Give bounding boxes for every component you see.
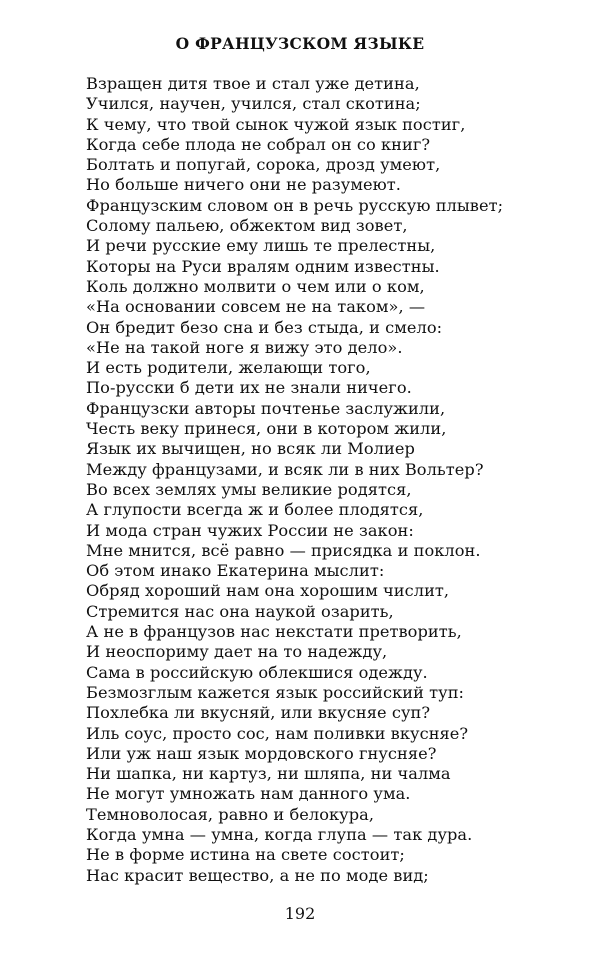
poem-line: Учился, научен, учился, стал скотина; [86, 94, 421, 114]
poem-line: По-русски б дети их не знали ничего. [86, 378, 412, 398]
poem-title: О ФРАНЦУЗСКОМ ЯЗЫКЕ [175, 34, 425, 53]
poem-line: Французски авторы почтенье заслужили, [86, 398, 446, 418]
poem-line: Но больше ничего они не разумеют. [86, 175, 401, 195]
poem-line: А глупости всегда ж и более плодятся, [86, 500, 424, 520]
poem-line: Французским словом он в речь русскую плывет; [86, 195, 504, 215]
poem-line: И речи русские ему лишь те прелестны, [86, 236, 436, 256]
poem-line: Об этом инако Екатерина мыслит: [86, 561, 385, 581]
poem-line: Болтать и попугай, сорока, дрозд умеют, [86, 155, 441, 175]
poem-line: Между французами, и всяк ли в них Вольтер? [86, 459, 484, 479]
poem-line: Взращен дитя твое и стал уже детина, [86, 74, 420, 93]
poem-line: Во всех землях умы великие родятся, [86, 479, 412, 499]
poem-line: Язык их вычищен, но всяк ли Молиер [86, 439, 415, 459]
poem-line: А не в французов нас некстати претворить, [86, 622, 462, 642]
poem-line: И мода стран чужих России не закон: [86, 520, 414, 540]
poem-line: Или уж наш язык мордовского гнусняе? [86, 743, 437, 763]
page-number: 192 [284, 904, 316, 923]
poem-line: Когда умна — умна, когда глупа — так дура. [86, 824, 473, 844]
poem-line: Не в форме истина на свете состоит; [86, 845, 405, 865]
poem-line: И неоспориму дает на то надежду, [86, 642, 388, 662]
poem-line: «На основании совсем не на таком», — [86, 297, 426, 317]
poem-line: Темноволосая, равно и белокура, [86, 804, 375, 824]
poem-line: Обряд хороший нам она хорошим числит, [86, 581, 450, 601]
poem-line: «Не на такой ноге я вижу это дело». [86, 337, 403, 357]
poem-line: Стремится нас она наукой озарить, [86, 601, 394, 621]
poem-line: Он бредит безо сна и без стыда, и смело: [86, 317, 443, 337]
poem-line: Не могут умножать нам данного ума. [86, 784, 411, 804]
poem-line: И есть родители, желающи того, [86, 358, 371, 378]
poem-line: Похлебка ли вкусняй, или вкусняе суп? [86, 703, 431, 723]
poem-line: Мне мнится, всё равно — присядка и поклон. [86, 540, 481, 560]
poem-line: К чему, что твой сынок чужой язык постиг, [86, 114, 466, 134]
poem-line: Честь веку принеся, они в котором жили, [86, 419, 447, 439]
poem-line: Когда себе плода не собрал он со книг? [86, 134, 431, 154]
poem-line: Коль должно молвити о чем или о ком, [86, 276, 425, 296]
poem-line: Иль соус, просто сос, нам поливки вкусняе? [86, 723, 469, 743]
poem-line: Которы на Руси вралям одним известны. [86, 256, 440, 276]
poem-line: Безмозглым кажется язык российский туп: [86, 682, 465, 702]
poem-line: Нас красит вещество, а не по моде вид; [86, 865, 429, 885]
poem-line: Солому пальею, обжектом вид зовет, [86, 216, 408, 236]
poem-body [86, 74, 586, 886]
poem-line: Сама в российскую облекшися одежду. [86, 662, 428, 682]
poem-line: Ни шапка, ни картуз, ни шляпа, ни чалма [86, 764, 451, 784]
